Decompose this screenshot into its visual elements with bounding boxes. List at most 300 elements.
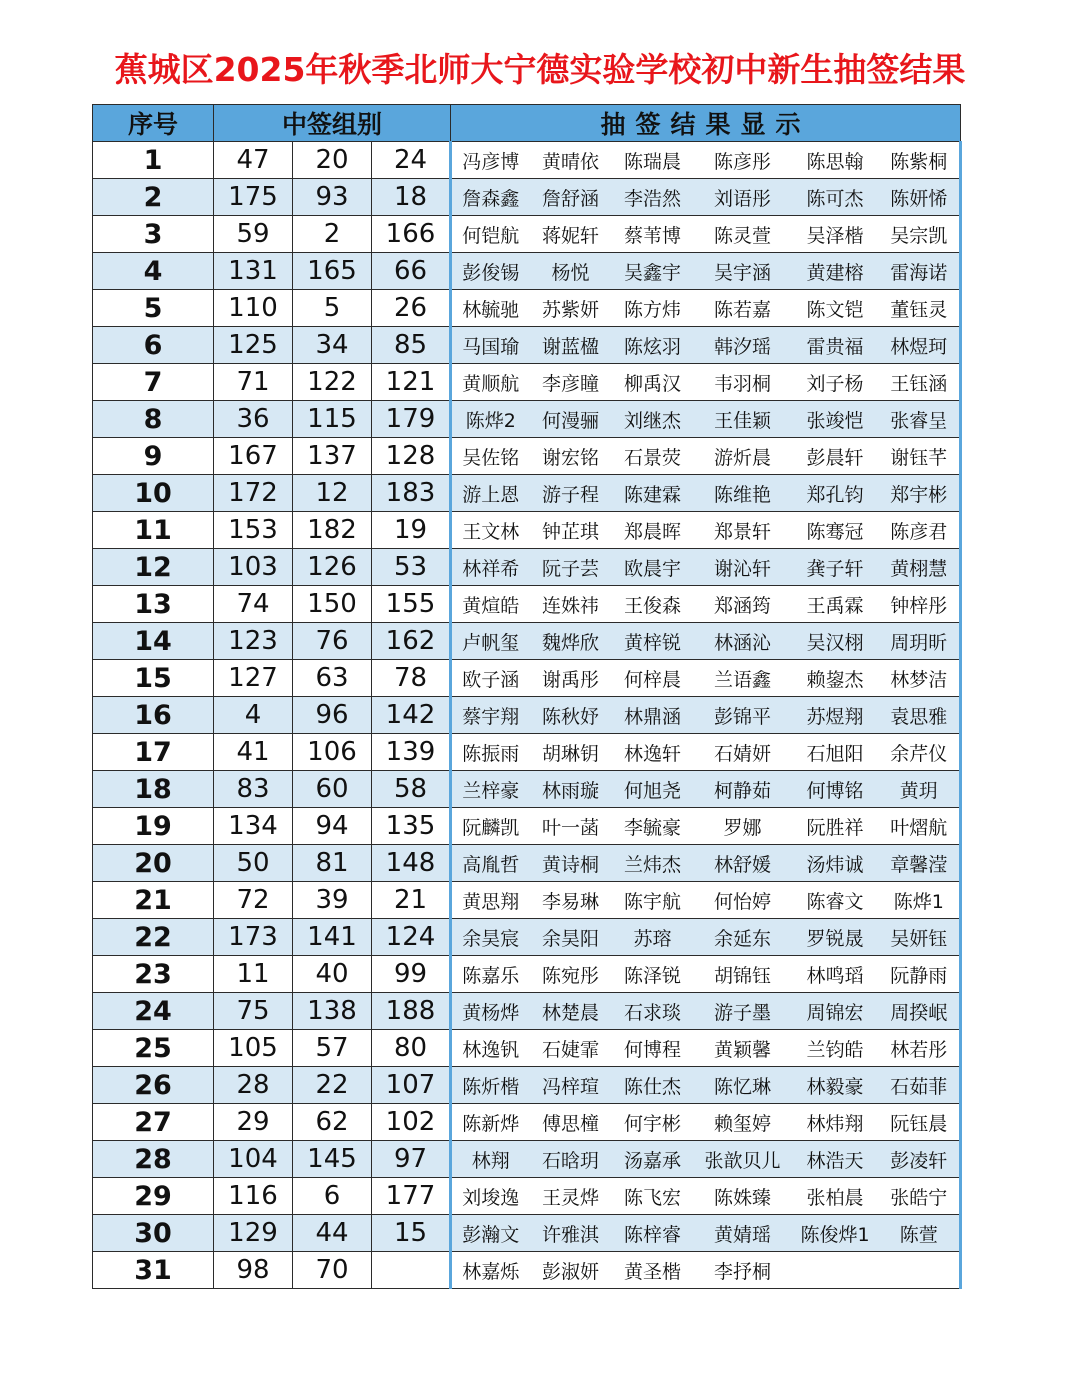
seq-cell: 2 [93,179,214,216]
name-cell: 林鼎涵 [612,697,694,734]
group-cell: 6 [293,1178,372,1215]
seq-cell: 13 [93,586,214,623]
name-cell: 何漫骊 [530,401,612,438]
name-cell: 陈瑞晨 [612,142,694,179]
group-cell: 70 [293,1252,372,1289]
group-cell: 173 [214,919,293,956]
table-row [93,697,961,734]
table-row [93,327,961,364]
name-cell: 陈紫桐 [879,142,961,179]
seq-cell: 23 [93,956,214,993]
name-cell: 陈彦彤 [694,142,792,179]
name-cell: 陈可杰 [792,179,879,216]
name-cell: 林嘉烁 [451,1252,530,1289]
name-cell: 陈仕杰 [612,1067,694,1104]
group-cell: 75 [214,993,293,1030]
group-cell: 153 [214,512,293,549]
name-cell: 胡琳钥 [530,734,612,771]
name-cell: 刘继杰 [612,401,694,438]
name-cell: 谢宏铭 [530,438,612,475]
group-cell: 72 [214,882,293,919]
group-cell: 11 [214,956,293,993]
name-cell: 石旭阳 [792,734,879,771]
group-cell: 62 [293,1104,372,1141]
name-cell: 何梓晨 [612,660,694,697]
name-cell: 汤炜诚 [792,845,879,882]
table-row [93,882,961,919]
group-cell: 126 [293,549,372,586]
name-cell: 陈炫羽 [612,327,694,364]
name-cell: 欧子涵 [451,660,530,697]
group-cell: 81 [293,845,372,882]
group-cell: 50 [214,845,293,882]
group-cell: 24 [372,142,451,179]
group-cell: 85 [372,327,451,364]
seq-cell: 30 [93,1215,214,1252]
group-cell: 94 [293,808,372,845]
name-cell: 石茹菲 [879,1067,961,1104]
group-cell: 74 [214,586,293,623]
name-cell: 王文林 [451,512,530,549]
name-cell: 胡锦钰 [694,956,792,993]
name-cell: 杨悦 [530,253,612,290]
seq-cell: 18 [93,771,214,808]
group-cell: 5 [293,290,372,327]
name-cell: 阮子芸 [530,549,612,586]
name-cell: 李浩然 [612,179,694,216]
name-cell: 王钰涵 [879,364,961,401]
group-cell: 97 [372,1141,451,1178]
name-cell: 陈宛彤 [530,956,612,993]
name-cell: 兰梓豪 [451,771,530,808]
name-cell: 张歆贝儿 [694,1141,792,1178]
group-cell: 125 [214,327,293,364]
name-cell: 林祥希 [451,549,530,586]
group-cell: 40 [293,956,372,993]
name-cell: 陈若嘉 [694,290,792,327]
name-cell: 黄颖馨 [694,1030,792,1067]
name-cell: 刘子杨 [792,364,879,401]
group-cell: 131 [214,253,293,290]
name-cell: 林毅豪 [792,1067,879,1104]
group-cell: 155 [372,586,451,623]
table-row [93,364,961,401]
name-cell: 陈俊烨1 [792,1215,879,1252]
name-cell: 钟梓彤 [879,586,961,623]
seq-cell: 5 [93,290,214,327]
name-cell: 欧晨宇 [612,549,694,586]
group-cell: 121 [372,364,451,401]
seq-cell: 29 [93,1178,214,1215]
seq-cell: 24 [93,993,214,1030]
table-header-row [93,105,961,142]
name-cell: 李易琳 [530,882,612,919]
name-cell: 彭晨轩 [792,438,879,475]
name-cell: 谢钰芊 [879,438,961,475]
group-cell: 66 [372,253,451,290]
table-row [93,438,961,475]
name-cell: 林逸轩 [612,734,694,771]
group-cell: 123 [214,623,293,660]
name-cell: 陈新烨 [451,1104,530,1141]
group-cell: 26 [372,290,451,327]
group-cell: 141 [293,919,372,956]
name-cell: 吴汉栩 [792,623,879,660]
name-cell: 彭锦平 [694,697,792,734]
table-row [93,660,961,697]
name-cell: 石晗玥 [530,1141,612,1178]
name-cell: 苏紫妍 [530,290,612,327]
group-cell: 71 [214,364,293,401]
seq-cell: 12 [93,549,214,586]
group-cell: 150 [293,586,372,623]
seq-cell: 26 [93,1067,214,1104]
group-cell: 165 [293,253,372,290]
seq-cell: 19 [93,808,214,845]
name-cell: 阮麟凯 [451,808,530,845]
name-cell: 詹舒涵 [530,179,612,216]
seq-cell: 16 [93,697,214,734]
group-cell: 148 [372,845,451,882]
name-cell: 罗娜 [694,808,792,845]
table-row [93,549,961,586]
name-cell: 叶熠航 [879,808,961,845]
name-cell: 谢沁轩 [694,549,792,586]
name-cell: 陈骞冠 [792,512,879,549]
table-row [93,586,961,623]
name-cell: 陈文铠 [792,290,879,327]
name-cell: 石婧妍 [694,734,792,771]
group-cell: 78 [372,660,451,697]
name-cell: 魏烨欣 [530,623,612,660]
name-cell: 龚子轩 [792,549,879,586]
group-cell: 93 [293,179,372,216]
table-row [93,623,961,660]
name-cell: 黄婧瑶 [694,1215,792,1252]
seq-cell: 27 [93,1104,214,1141]
name-cell: 黄顺航 [451,364,530,401]
group-cell: 129 [214,1215,293,1252]
seq-cell: 15 [93,660,214,697]
name-cell: 彭淑妍 [530,1252,612,1289]
group-cell: 145 [293,1141,372,1178]
name-cell: 连姝祎 [530,586,612,623]
name-cell: 阮胜祥 [792,808,879,845]
name-cell: 陈睿文 [792,882,879,919]
group-cell: 29 [214,1104,293,1141]
group-cell: 44 [293,1215,372,1252]
table-row [93,956,961,993]
group-cell: 116 [214,1178,293,1215]
group-cell: 58 [372,771,451,808]
name-cell: 石景荧 [612,438,694,475]
table-row [93,179,961,216]
name-cell: 叶一菡 [530,808,612,845]
name-cell: 余昊宸 [451,919,530,956]
group-cell: 134 [214,808,293,845]
name-cell: 何博程 [612,1030,694,1067]
group-cell: 2 [293,216,372,253]
name-cell: 黄诗桐 [530,845,612,882]
name-cell: 张皓宁 [879,1178,961,1215]
group-cell: 83 [214,771,293,808]
group-cell: 188 [372,993,451,1030]
group-cell: 122 [293,364,372,401]
name-cell: 陈方炜 [612,290,694,327]
page-title: 蕉城区2025年秋季北师大宁德实验学校初中新生抽签结果 [114,50,966,89]
name-cell: 赖玺婷 [694,1104,792,1141]
table-row [93,1067,961,1104]
group-cell: 28 [214,1067,293,1104]
name-cell: 郑宇彬 [879,475,961,512]
name-cell: 刘埈逸 [451,1178,530,1215]
name-cell: 阮钰晨 [879,1104,961,1141]
name-cell: 罗锐晟 [792,919,879,956]
group-cell: 57 [293,1030,372,1067]
table-row [93,253,961,290]
seq-cell: 17 [93,734,214,771]
header-results: 抽签结果显示 [451,105,961,142]
seq-cell: 10 [93,475,214,512]
table-row [93,1030,961,1067]
seq-cell: 14 [93,623,214,660]
group-cell: 142 [372,697,451,734]
name-cell: 陈彦君 [879,512,961,549]
group-cell: 80 [372,1030,451,1067]
seq-cell: 25 [93,1030,214,1067]
name-cell: 郑晨晖 [612,512,694,549]
name-cell: 王俊森 [612,586,694,623]
name-cell: 何旭尧 [612,771,694,808]
group-cell: 179 [372,401,451,438]
name-cell: 周揆岷 [879,993,961,1030]
name-cell: 韦羽桐 [694,364,792,401]
name-cell: 李抒桐 [694,1252,792,1289]
name-cell: 石婕霏 [530,1030,612,1067]
name-cell: 张竣恺 [792,401,879,438]
name-cell: 林煜珂 [879,327,961,364]
name-cell: 彭瀚文 [451,1215,530,1252]
group-cell: 41 [214,734,293,771]
table-row [93,993,961,1030]
name-cell: 傅思橦 [530,1104,612,1141]
name-cell: 陈秋妤 [530,697,612,734]
name-cell: 汤嘉承 [612,1141,694,1178]
name-cell: 何铠航 [451,216,530,253]
name-cell: 陈萱 [879,1215,961,1252]
name-cell: 谢禹彤 [530,660,612,697]
header-groups: 中签组别 [214,105,451,142]
name-cell: 林梦洁 [879,660,961,697]
name-cell: 兰钧皓 [792,1030,879,1067]
name-cell: 林鸣瑫 [792,956,879,993]
name-cell: 李彦瞳 [530,364,612,401]
name-cell: 黄思翔 [451,882,530,919]
name-cell: 赖鋆杰 [792,660,879,697]
group-cell: 53 [372,549,451,586]
name-cell: 林若彤 [879,1030,961,1067]
name-cell: 阮静雨 [879,956,961,993]
name-cell: 游子程 [530,475,612,512]
table-row [93,216,961,253]
group-cell: 167 [214,438,293,475]
group-cell: 135 [372,808,451,845]
name-cell: 彭俊锡 [451,253,530,290]
table-row [93,401,961,438]
group-cell: 59 [214,216,293,253]
table-row [93,290,961,327]
table-row [93,771,961,808]
group-cell: 98 [214,1252,293,1289]
name-cell: 郑孔钧 [792,475,879,512]
name-cell: 黄建榕 [792,253,879,290]
name-cell: 陈宇航 [612,882,694,919]
name-cell: 黄晴依 [530,142,612,179]
table-row [93,845,961,882]
name-cell: 郑涵筠 [694,586,792,623]
group-cell: 19 [372,512,451,549]
name-cell: 张柏晨 [792,1178,879,1215]
group-cell: 106 [293,734,372,771]
name-cell: 张睿呈 [879,401,961,438]
name-cell: 吴泽楷 [792,216,879,253]
group-cell: 183 [372,475,451,512]
name-cell: 余芹仪 [879,734,961,771]
name-cell: 高胤哲 [451,845,530,882]
name-cell: 陈妍悕 [879,179,961,216]
name-cell: 林毓驰 [451,290,530,327]
group-cell: 20 [293,142,372,179]
name-cell: 许雅淇 [530,1215,612,1252]
group-cell: 76 [293,623,372,660]
group-cell: 162 [372,623,451,660]
name-cell: 游上恩 [451,475,530,512]
name-cell: 吴妍钰 [879,919,961,956]
name-cell: 余昊阳 [530,919,612,956]
name-cell [879,1252,961,1289]
name-cell: 黄杨烨 [451,993,530,1030]
name-cell: 林翔 [451,1141,530,1178]
table-row [93,919,961,956]
name-cell: 詹森鑫 [451,179,530,216]
name-cell: 董钰灵 [879,290,961,327]
table-row [93,808,961,845]
name-cell: 陈烨2 [451,401,530,438]
name-cell: 陈建霖 [612,475,694,512]
name-cell: 兰炜杰 [612,845,694,882]
group-cell: 128 [372,438,451,475]
table-row [93,1104,961,1141]
group-cell: 47 [214,142,293,179]
seq-cell: 6 [93,327,214,364]
name-cell: 陈维艳 [694,475,792,512]
name-cell: 雷海诺 [879,253,961,290]
group-cell: 110 [214,290,293,327]
lottery-results-table [92,104,962,1289]
seq-cell: 31 [93,1252,214,1289]
name-cell: 林逸钒 [451,1030,530,1067]
group-cell: 96 [293,697,372,734]
name-cell: 蒋妮轩 [530,216,612,253]
name-cell: 柯静茹 [694,771,792,808]
table-row [93,142,961,179]
group-cell: 99 [372,956,451,993]
group-cell: 104 [214,1141,293,1178]
group-cell: 103 [214,549,293,586]
name-cell: 李毓豪 [612,808,694,845]
name-cell: 陈泽锐 [612,956,694,993]
name-cell: 章馨滢 [879,845,961,882]
name-cell: 郑景轩 [694,512,792,549]
name-cell: 蔡苇博 [612,216,694,253]
name-cell: 黄栩慧 [879,549,961,586]
name-cell: 彭凌轩 [879,1141,961,1178]
name-cell: 黄煊皓 [451,586,530,623]
name-cell: 卢帆玺 [451,623,530,660]
name-cell: 吴鑫宇 [612,253,694,290]
group-cell: 105 [214,1030,293,1067]
name-cell: 林舒媛 [694,845,792,882]
name-cell: 冯彦博 [451,142,530,179]
table-row [93,1141,961,1178]
table-row [93,512,961,549]
seq-cell: 11 [93,512,214,549]
name-cell: 游子墨 [694,993,792,1030]
seq-cell: 22 [93,919,214,956]
seq-cell: 1 [93,142,214,179]
group-cell: 63 [293,660,372,697]
group-cell: 182 [293,512,372,549]
group-cell: 139 [372,734,451,771]
group-cell: 166 [372,216,451,253]
name-cell: 冯梓瑄 [530,1067,612,1104]
table-row [93,1178,961,1215]
name-cell: 刘语彤 [694,179,792,216]
group-cell: 115 [293,401,372,438]
name-cell: 石求琰 [612,993,694,1030]
name-cell: 林楚晨 [530,993,612,1030]
group-cell: 39 [293,882,372,919]
name-cell: 王禹霖 [792,586,879,623]
name-cell: 陈嘉乐 [451,956,530,993]
name-cell: 陈飞宏 [612,1178,694,1215]
group-cell: 21 [372,882,451,919]
group-cell: 127 [214,660,293,697]
group-cell: 36 [214,401,293,438]
group-cell: 175 [214,179,293,216]
header-seq: 序号 [93,105,214,142]
group-cell: 15 [372,1215,451,1252]
name-cell: 马国瑜 [451,327,530,364]
name-cell: 吴宗凯 [879,216,961,253]
name-cell: 王灵烨 [530,1178,612,1215]
group-cell: 102 [372,1104,451,1141]
name-cell: 黄玥 [879,771,961,808]
group-cell: 172 [214,475,293,512]
name-cell: 柳禹汉 [612,364,694,401]
group-cell: 177 [372,1178,451,1215]
name-cell: 谢蓝楹 [530,327,612,364]
group-cell: 137 [293,438,372,475]
name-cell: 钟芷琪 [530,512,612,549]
table-row [93,734,961,771]
name-cell: 袁思雅 [879,697,961,734]
name-cell: 吴佐铭 [451,438,530,475]
name-cell: 何博铭 [792,771,879,808]
name-cell: 林浩天 [792,1141,879,1178]
name-cell: 韩汐瑶 [694,327,792,364]
name-cell [792,1252,879,1289]
